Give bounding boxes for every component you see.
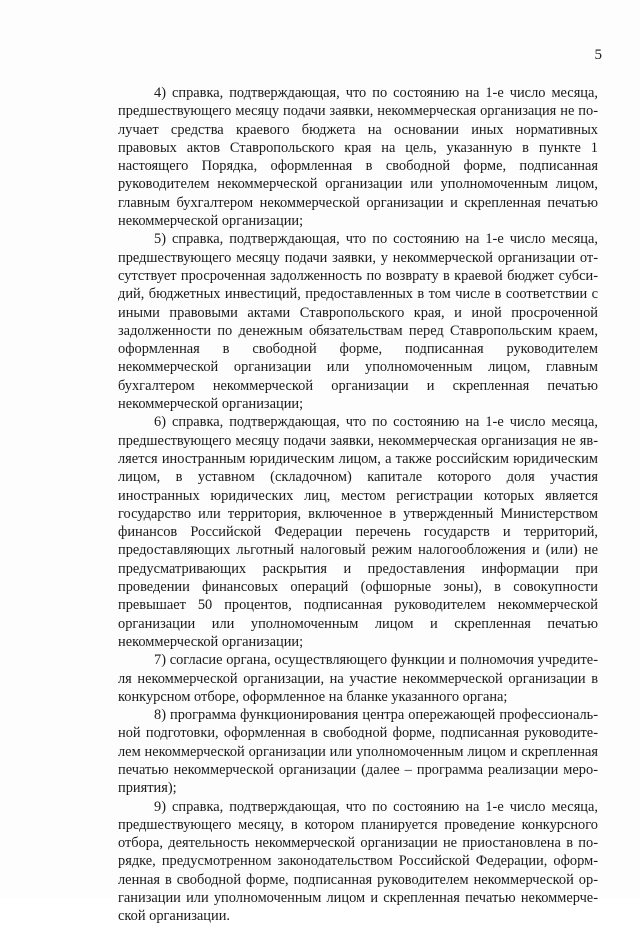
paragraph-item-8: 8) программа функционирования центра опережающей профессиональной подготовки, оформленная в свободной форме, подписанная руководителем некоммерческой организации или уполномоченным лицом и скрепленная печатью некоммерческой организации (далее – программа реализации мероприятия); bbox=[118, 707, 598, 797]
page-number: 5 bbox=[594, 47, 602, 63]
paragraph-item-5: 5) справка, подтверждающая, что по состоянию на 1-е число месяца, предшествующего месяцу подачи заявки, у некоммерческой организации отсутствует просроченная задолженность по возврату в краевой бюджет субсидий, бюджетных инвестиций, предоставленных в том числе в соответствии с иными правовыми актами Ставропольского края, и иной просроченной задолженности по денежным обязательствам перед Ставропольским краем, оформленная в свободной форме, подписанная руководителем некоммерческой организации или уполномоченным лицом, главным бухгалтером некоммерческой организации и скрепленная печатью некоммерческой организации; bbox=[118, 231, 598, 413]
paragraph-item-9: 9) справка, подтверждающая, что по состоянию на 1-е число месяца, предшествующего месяцу, в котором планируется проведение конкурсного отбора, деятельность некоммерческой организации не приостановлена в порядке, предусмотренном законодательством Российской Федерации, оформленная в свободной форме, подписанная руководителем некоммерческой организации или уполномоченным лицом и скрепленная печатью некоммерческой организации. bbox=[118, 798, 598, 925]
paragraph-item-7: 7) согласие органа, осуществляющего функции и полномочия учредителя некоммерческой организации, на участие некоммерческой организации в конкурсном отборе, оформленное на бланке указанного органа; bbox=[118, 652, 598, 705]
paragraph-item-6: 6) справка, подтверждающая, что по состоянию на 1-е число месяца, предшествующего месяцу подачи заявки, некоммерческая организация не является иностранным юридическим лицом, а также российским юридическим лицом, в уставном (складочном) капитале которого доля участия иностранных юридических лиц, местом регистрации которых является государство или территория, включенное в утвержденный Министерством финансов Российской Федерации перечень государств и территорий, предоставляющих льготный налоговый режим налогообложения и (или) не предусматривающих раскрытия и предоставления информации при проведении финансовых операций (офшорные зоны), в совокупности превышает 50 процентов, подписанная руководителем некоммерческой организации или уполномоченным лицом и скрепленная печатью некоммерческой организации; bbox=[118, 414, 598, 650]
document-body bbox=[118, 84, 598, 926]
paragraph-item-4: 4) справка, подтверждающая, что по состоянию на 1-е число месяца, предшествующего месяцу подачи заявки, некоммерческая организация не получает средства краевого бюджета на основании иных нормативных правовых актов Ставропольского края на цель, указанную в пункте 1 настоящего Порядка, оформленная в свободной форме, подписанная руководителем некоммерческой организации или уполномоченным лицом, главным бухгалтером некоммерческой организации и скрепленная печатью некоммерческой организации; bbox=[118, 85, 598, 230]
